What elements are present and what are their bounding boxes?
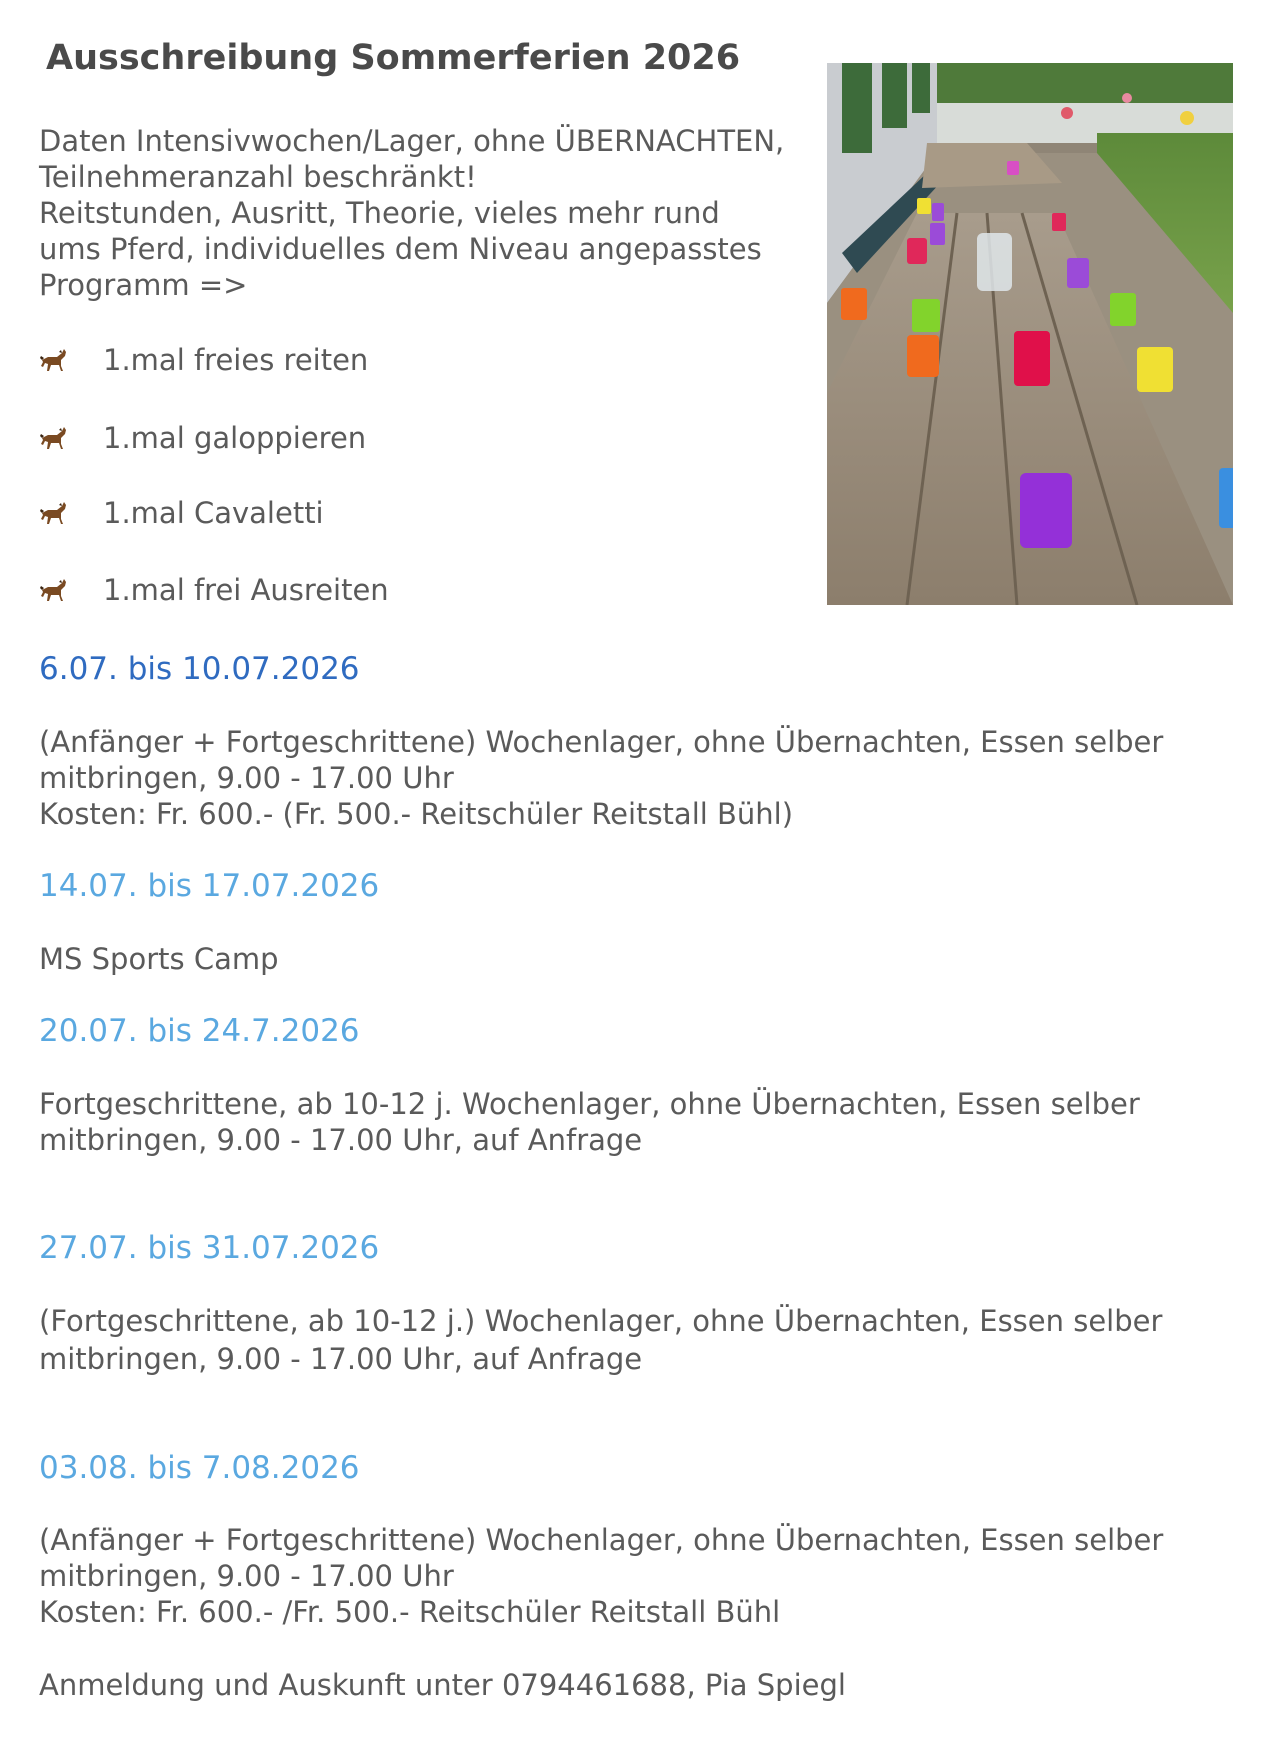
session-line: (Fortgeschrittene, ab 10-12 j.) Wochenlager, ohne Übernachten, Essen selber xyxy=(39,1304,1163,1338)
session-line: mitbringen, 9.00 - 17.00 Uhr, auf Anfrage xyxy=(39,1342,643,1376)
bullet-item xyxy=(39,493,324,533)
bullet-label: 1.mal frei Ausreiten xyxy=(103,573,389,607)
session-date: 03.08. bis 7.08.2026 xyxy=(39,1450,360,1486)
horse-icon xyxy=(39,499,71,527)
bullet-label: 1.mal freies reiten xyxy=(103,343,369,377)
intro-line: Teilnehmeranzahl beschränkt! xyxy=(39,160,477,194)
bullet-item xyxy=(39,570,389,610)
session-line: (Anfänger + Fortgeschrittene) Wochenlager, ohne Übernachten, Essen selber xyxy=(39,725,1164,759)
session-line: mitbringen, 9.00 - 17.00 Uhr xyxy=(39,761,454,795)
intro-line: Programm => xyxy=(39,268,248,302)
bullet-label: 1.mal Cavaletti xyxy=(103,496,324,530)
session-line: Kosten: Fr. 600.- /Fr. 500.- Reitschüler Reitstall Bühl xyxy=(39,1595,781,1629)
horse-icon xyxy=(39,346,71,374)
session-line: Kosten: Fr. 600.- (Fr. 500.- Reitschüler Reitstall Bühl) xyxy=(39,797,794,831)
session-line: MS Sports Camp xyxy=(39,942,279,976)
bullet-item xyxy=(39,340,369,380)
session-line: (Anfänger + Fortgeschrittene) Wochenlager, ohne Übernachten, Essen selber xyxy=(39,1523,1164,1557)
contact-line: Anmeldung und Auskunft unter 0794461688, Pia Spiegl xyxy=(39,1668,846,1702)
session-line: mitbringen, 9.00 - 17.00 Uhr xyxy=(39,1559,454,1593)
intro-line: Daten Intensivwochen/Lager, ohne ÜBERNACHTEN, xyxy=(39,124,785,158)
horse-icon xyxy=(39,424,71,452)
bullet-item xyxy=(39,418,367,458)
horse-icon xyxy=(39,576,71,604)
intro-line: ums Pferd, individuelles dem Niveau angepasstes xyxy=(39,232,762,266)
session-date: 6.07. bis 10.07.2026 xyxy=(39,651,360,687)
bullet-label: 1.mal galoppieren xyxy=(103,421,367,455)
intro-line: Reitstunden, Ausritt, Theorie, vieles mehr rund xyxy=(39,196,720,230)
session-line: Fortgeschrittene, ab 10-12 j. Wochenlager, ohne Übernachten, Essen selber xyxy=(39,1087,1140,1121)
session-date: 20.07. bis 24.7.2026 xyxy=(39,1013,360,1049)
session-line: mitbringen, 9.00 - 17.00 Uhr, auf Anfrage xyxy=(39,1123,643,1157)
photo-table-with-colorful-cups xyxy=(827,63,1233,605)
session-date: 27.07. bis 31.07.2026 xyxy=(39,1230,380,1266)
session-date: 14.07. bis 17.07.2026 xyxy=(39,868,380,904)
page-title: Ausschreibung Sommerferien 2026 xyxy=(46,38,741,78)
